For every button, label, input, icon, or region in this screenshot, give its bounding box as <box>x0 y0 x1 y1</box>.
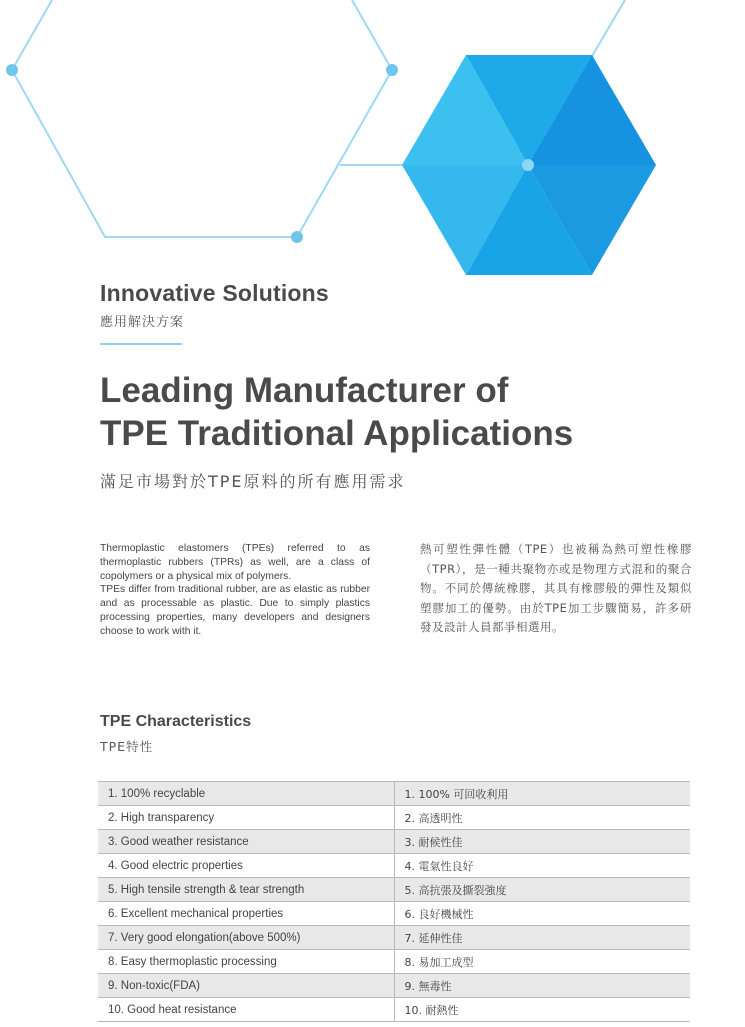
hexagon-graphic <box>0 0 745 290</box>
intro-english-paragraph-2: TPEs differ from traditional rubber, are as elastic as rubber and as processable as plastic. Due to simply plastics processing properties, many developers and designers choose to work with it. <box>100 584 370 637</box>
table-cell-english: 2. High transparency <box>98 806 394 830</box>
characteristics-table <box>98 781 690 1022</box>
table-cell-english: 9. Non-toxic(FDA) <box>98 974 394 998</box>
table-cell-chinese: 4. 電氣性良好 <box>394 854 690 878</box>
table-row <box>98 974 690 998</box>
table-cell-chinese: 9. 無毒性 <box>394 974 690 998</box>
table-cell-english: 3. Good weather resistance <box>98 830 394 854</box>
table-cell-english: 5. High tensile strength & tear strength <box>98 878 394 902</box>
node-dot <box>291 231 303 243</box>
intro-chinese: 熱可塑性彈性體（TPE）也被稱為熱可塑性橡膠（TPR），是一種共聚物亦或是物理方式混和的聚合物。不同於傳統橡膠，其具有橡膠般的彈性及類似塑膠加工的優勢。由於TPE加工步驟簡易，許多研發及設計人員都爭相選用。 <box>420 542 692 634</box>
table-cell-chinese: 1. 100% 可回收利用 <box>394 782 690 806</box>
table-row <box>98 926 690 950</box>
table-cell-english: 1. 100% recyclable <box>98 782 394 806</box>
headline-line-1: Leading Manufacturer of <box>100 371 509 410</box>
table-row <box>98 806 690 830</box>
table-cell-chinese: 6. 良好機械性 <box>394 902 690 926</box>
characteristics-subtitle: TPE特性 <box>100 739 154 754</box>
table-row <box>98 878 690 902</box>
intro-english <box>100 542 370 639</box>
section-subtitle: 應用解決方案 <box>100 315 185 330</box>
table-row <box>98 830 690 854</box>
table-row <box>98 854 690 878</box>
table-cell-chinese: 10. 耐熱性 <box>394 998 690 1022</box>
headline-line-2: TPE Traditional Applications <box>100 414 574 453</box>
table-cell-english: 6. Excellent mechanical properties <box>98 902 394 926</box>
table-cell-chinese: 3. 耐候性佳 <box>394 830 690 854</box>
table-cell-english: 8. Easy thermoplastic processing <box>98 950 394 974</box>
node-dot <box>6 64 18 76</box>
node-dot <box>386 64 398 76</box>
table-cell-english: 7. Very good elongation(above 500%) <box>98 926 394 950</box>
intro-english-paragraph-1: Thermoplastic elastomers (TPEs) referred to as thermoplastic rubbers (TPRs) as well, are a class of copolymers or a physical mix of polymers. <box>100 543 370 582</box>
table-row <box>98 950 690 974</box>
headline <box>100 369 573 455</box>
title-divider <box>100 343 182 345</box>
table-cell-chinese: 7. 延伸性佳 <box>394 926 690 950</box>
table-cell-english: 4. Good electric properties <box>98 854 394 878</box>
table-cell-chinese: 2. 高透明性 <box>394 806 690 830</box>
table-cell-chinese: 5. 高抗張及撕裂強度 <box>394 878 690 902</box>
table-row <box>98 782 690 806</box>
table-cell-chinese: 8. 易加工成型 <box>394 950 690 974</box>
hexagon-outline-large <box>12 0 392 237</box>
table-row <box>98 998 690 1022</box>
table-cell-english: 10. Good heat resistance <box>98 998 394 1022</box>
node-dot <box>522 159 534 171</box>
characteristics-title: TPE Characteristics <box>100 713 252 730</box>
table-row <box>98 902 690 926</box>
headline-chinese: 滿足市場對於TPE原料的所有應用需求 <box>100 472 406 491</box>
section-title: Innovative Solutions <box>100 280 329 306</box>
